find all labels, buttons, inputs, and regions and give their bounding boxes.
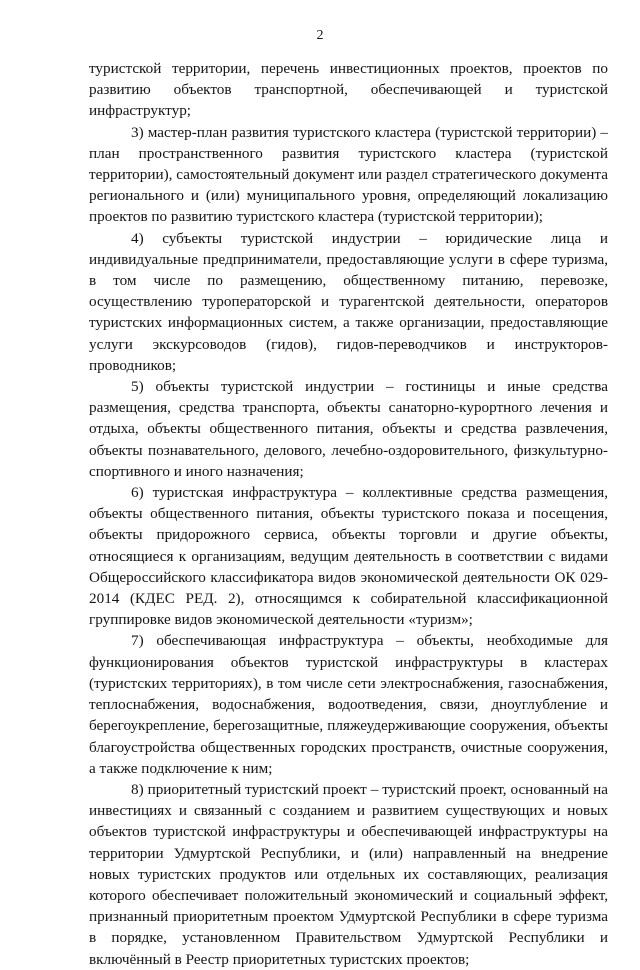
document-body <box>89 58 608 970</box>
paragraph-item-4: 4) субъекты туристской индустрии – юридические лица и индивидуальные предприниматели, предоставляющие услуги в сфере туризма, в том числе по размещению, общественному питанию, перевозке, осуществлению туроператорской и турагентской деятельности, операторов туристских информационных систем, а также организации, предоставляющие услуги экскурсоводов (гидов), гидов-переводчиков и инструкторов-проводников; <box>89 229 608 374</box>
paragraph-continuation: туристской территории, перечень инвестиционных проектов, проектов по развитию объектов транспортной, обеспечивающей и туристской инфраструктур; <box>89 60 608 120</box>
paragraph-item-7: 7) обеспечивающая инфраструктура – объекты, необходимые для функционирования объектов туристской инфраструктуры в кластерах (туристских территориях), в том числе сети электроснабжения, газоснабжения, теплоснабжения, водоснабжения, водоотведения, связи, дноуглубление и берегоукрепление, берегозащитные, пляжеудерживающие сооружения, объекты благоустройства общественных городских пространств, очистные сооружения, а также подключение к ним; <box>89 632 608 777</box>
paragraph-item-8: 8) приоритетный туристский проект – туристский проект, основанный на инвестициях и связанный с созданием и развитием существующих и новых объектов туристской инфраструктуры и обеспечивающей инфраструктуры на территории Удмуртской Республики, и (или) направленный на внедрение новых туристских продуктов или отдельных их составляющих, реализация которого обеспечивает положительный экономический и социальный эффект, признанный приоритетным проектом Удмуртской Республики в сфере туризма в порядке, установленном Правительством Удмуртской Республики и включённый в Реестр приоритетных туристских проектов; <box>89 780 608 968</box>
paragraph-item-6: 6) туристская инфраструктура – коллективные средства размещения, объекты общественного питания, объекты туристского показа и посещения, объекты придорожного сервиса, объекты торговли и другие объекты, относящиеся к организациям, ведущим деятельность в соответствии с видами Общероссийского классификатора видов экономической деятельности ОК 029-2014 (КДЕС РЕД. 2), относящимся к собирательной классификационной группировке видов экономической деятельности «туризм»; <box>89 484 608 629</box>
paragraph-item-5: 5) объекты туристской индустрии – гостиницы и иные средства размещения, средства транспорта, объекты санаторно-курортного лечения и отдыха, объекты общественного питания, объекты и средства развлечения, объекты познавательного, делового, лечебно-оздоровительного, физкультурно-спортивного и иного назначения; <box>89 378 608 480</box>
paragraph-item-3: 3) мастер-план развития туристского кластера (туристской территории) – план пространственного развития туристского кластера (туристской территории), самостоятельный документ или раздел стратегического документа регионального и (или) муниципального уровня, определяющий локализацию проектов по развитию туристского кластера (туристской территории); <box>89 123 608 226</box>
page-number: 2 <box>316 28 324 43</box>
